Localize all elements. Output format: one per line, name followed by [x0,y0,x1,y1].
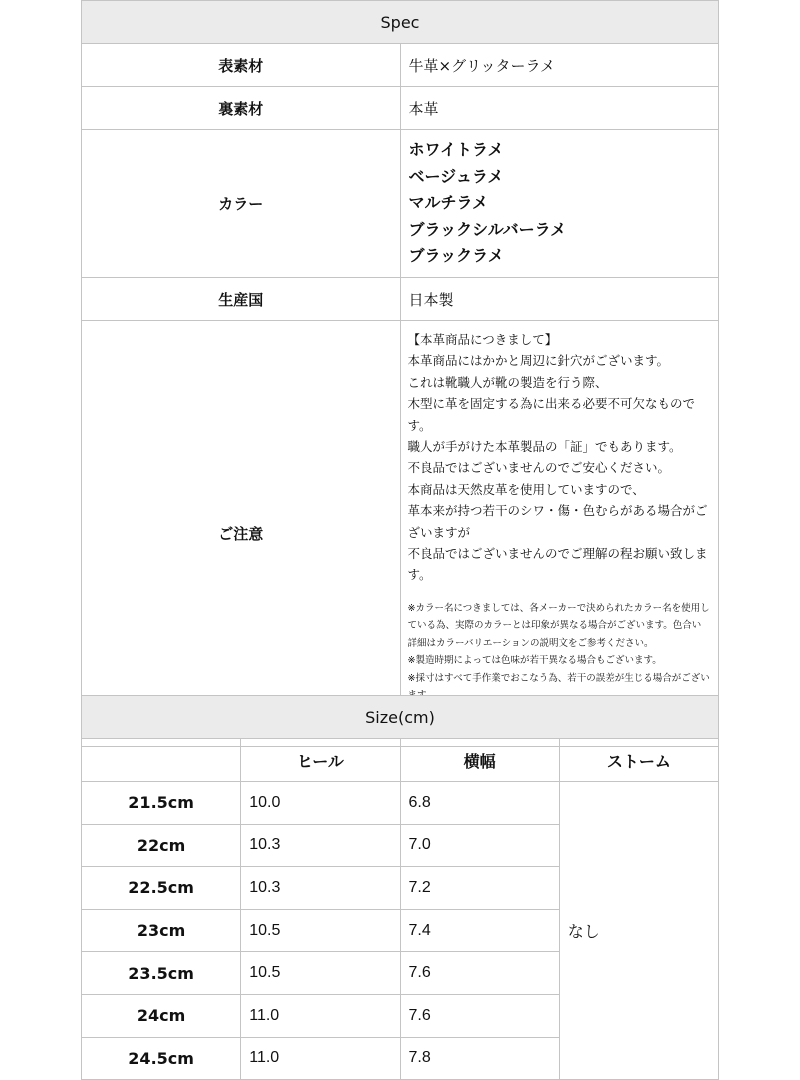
spec-table [81,0,719,747]
spec-value-color-list [400,130,719,278]
size-label: 24cm [82,994,241,1037]
spec-title: Spec [82,1,719,44]
width-value: 7.2 [400,867,559,910]
spec-label-lining-material: 裏素材 [82,87,401,130]
column-header-width: 横幅 [400,739,559,782]
width-value: 7.8 [400,1037,559,1080]
spec-label-outer-material: 表素材 [82,44,401,87]
color-item: マルチラメ [408,193,489,213]
heel-value: 10.3 [241,867,400,910]
note-line: 【本革商品につきまして】 [407,332,558,347]
heel-value: 10.5 [241,909,400,952]
note-line: 本革商品にはかかと周辺に針穴がございます。 [407,353,670,369]
size-table [81,695,719,1080]
size-label: 21.5cm [82,782,241,825]
spec-value-origin: 日本製 [400,278,719,321]
color-item: ブラックシルバーラメ [408,219,567,239]
spec-label-color: カラー [82,130,401,278]
column-header-stem: ストーム [559,739,718,782]
size-label: 22cm [82,824,241,867]
spec-value-lining-material: 本革 [400,87,719,130]
stem-value: なし [559,782,718,1080]
heel-value: 11.0 [241,1037,400,1080]
size-label: 23cm [82,909,241,952]
note-line: これは靴職人が靴の製造を行う際、 [407,374,608,390]
size-title: Size(cm) [82,696,719,739]
column-header-heel: ヒール [241,739,400,782]
heel-value: 10.3 [241,824,400,867]
spec-label-notes: ご注意 [82,321,401,747]
width-value: 6.8 [400,782,559,825]
note-small-print: ※カラー名につきましては、各メーカーで決められたカラー名を使用している為、実際のカラーとは印象が異なる場合がございます。色合い詳細はカラーバリエーションの説明文をご参考ください。 ※製造時期によっては色味が若干異なる場合もございます。 ※採寸はすべて手作業でおこなう為、若干の誤差が生じる場合がござい [407,602,710,684]
spec-label-origin: 生産国 [82,278,401,321]
heel-value: 10.0 [241,782,400,825]
size-label: 24.5cm [82,1037,241,1080]
note-line: 木型に革を固定する為に出来る必要不可欠なものです。 [407,396,696,433]
size-label: 22.5cm [82,867,241,910]
color-item: ベージュラメ [408,166,504,186]
note-line: 革本来が持つ若干のシワ・傷・色むらがある場合がございますが [407,503,708,540]
width-value: 7.0 [400,824,559,867]
size-label: 23.5cm [82,952,241,995]
note-line: 不良品ではございませんのでご理解の程お願い致します。 [407,546,708,583]
spec-value-notes [400,321,719,747]
note-line: 職人が手がけた本革製品の「証」でもあります。 [407,439,682,455]
width-value: 7.6 [400,994,559,1037]
color-item: ホワイトラメ [408,140,504,160]
color-item: ブラックラメ [408,246,504,266]
heel-value: 11.0 [241,994,400,1037]
note-line: 不良品ではございませんのでご安心ください。 [407,460,671,476]
width-value: 7.4 [400,909,559,952]
spec-value-outer-material: 牛革×グリッターラメ [400,44,719,87]
width-value: 7.6 [400,952,559,995]
note-line: 本商品は天然皮革を使用していますので、 [407,481,645,497]
table-row [82,782,719,825]
size-corner-cell [82,739,241,782]
heel-value: 10.5 [241,952,400,995]
